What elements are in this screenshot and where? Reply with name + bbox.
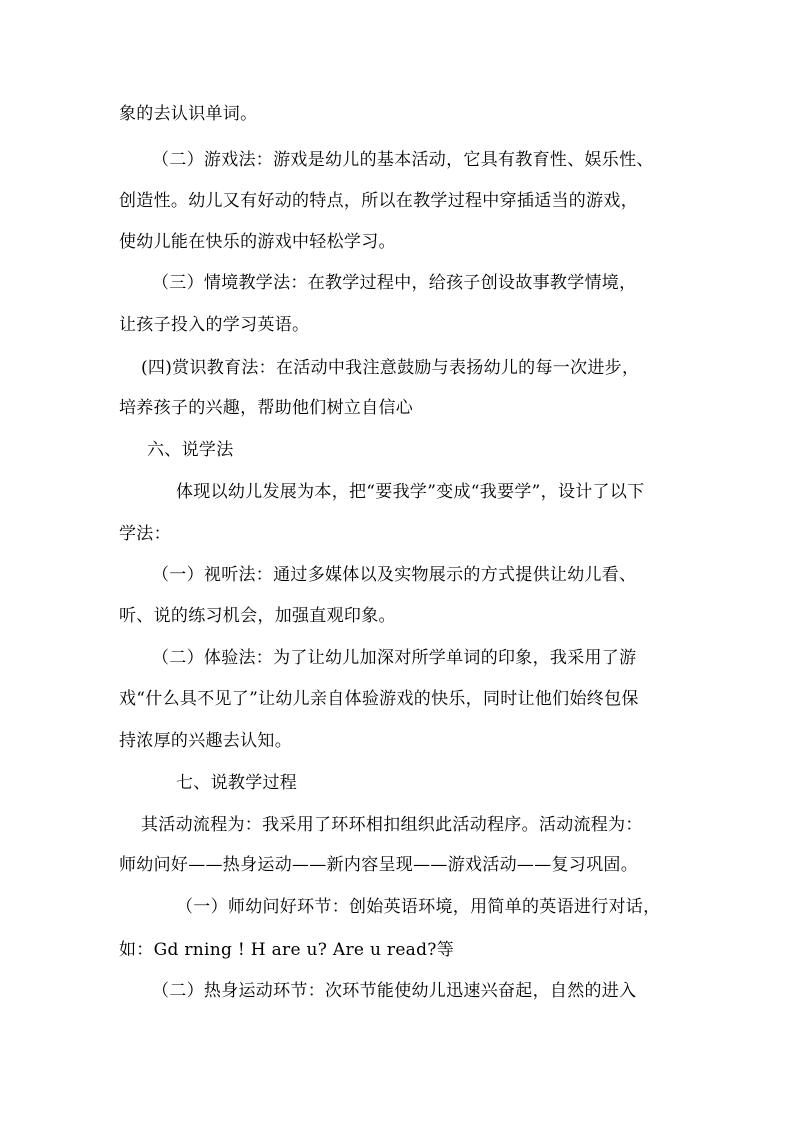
- paragraph-line: 象的去认识单词。: [119, 104, 258, 124]
- paragraph-line: 创造性。幼儿又有好动的特点，所以在教学过程中穿插适当的游戏，: [119, 191, 638, 211]
- paragraph-line: （二）热身运动环节：次环节能使幼儿迅速兴奋起，自然的进入: [152, 981, 637, 1001]
- paragraph-line: 持浓厚的兴趣去认知。: [119, 731, 292, 751]
- section-heading-teaching-process: 七、说教学过程: [176, 773, 298, 793]
- paragraph-line: （一）师幼问好环节：创始英语环境，用简单的英语进行对话，: [176, 897, 661, 917]
- paragraph-line: （二）体验法：为了让幼儿加深对所学单词的印象，我采用了游: [152, 648, 637, 668]
- paragraph-line: 体现以幼儿发展为本，把“要我学”变成“我要学”，设计了以下: [176, 482, 645, 502]
- paragraph-line: （一）视听法：通过多媒体以及实物展示的方式提供让幼儿看、: [152, 565, 637, 585]
- paragraph-line: 学法：: [119, 524, 171, 544]
- paragraph-line: （二）游戏法：游戏是幼儿的基本活动，它具有教育性、娱乐性、: [152, 150, 654, 170]
- paragraph-line: (四)赏识教育法：在活动中我注意鼓励与表扬幼儿的每一次进步，: [141, 358, 640, 378]
- paragraph-line: 使幼儿能在快乐的游戏中轻松学习。: [119, 232, 396, 252]
- paragraph-line: 师幼问好——热身运动——新内容呈现——游戏活动——复习巩固。: [119, 855, 638, 875]
- paragraph-line: 戏“什么具不见了”让幼儿亲自体验游戏的快乐，同时让他们始终包保: [119, 689, 639, 709]
- paragraph-line: （三）情境教学法：在教学过程中，给孩子创设故事教学情境，: [152, 273, 637, 293]
- paragraph-line: 培养孩子的兴趣，帮助他们树立自信心: [119, 398, 414, 418]
- section-heading-study-methods: 六、说学法: [147, 440, 234, 460]
- paragraph-line: 听、说的练习机会，加强直观印象。: [119, 606, 396, 626]
- paragraph-line: 其活动流程为：我采用了环环相扣组织此活动程序。活动流程为：: [141, 815, 643, 835]
- paragraph-line: 如：Gd rning ! H are u? Are u read?等: [119, 940, 455, 960]
- paragraph-line: 让孩子投入的学习英语。: [119, 315, 310, 335]
